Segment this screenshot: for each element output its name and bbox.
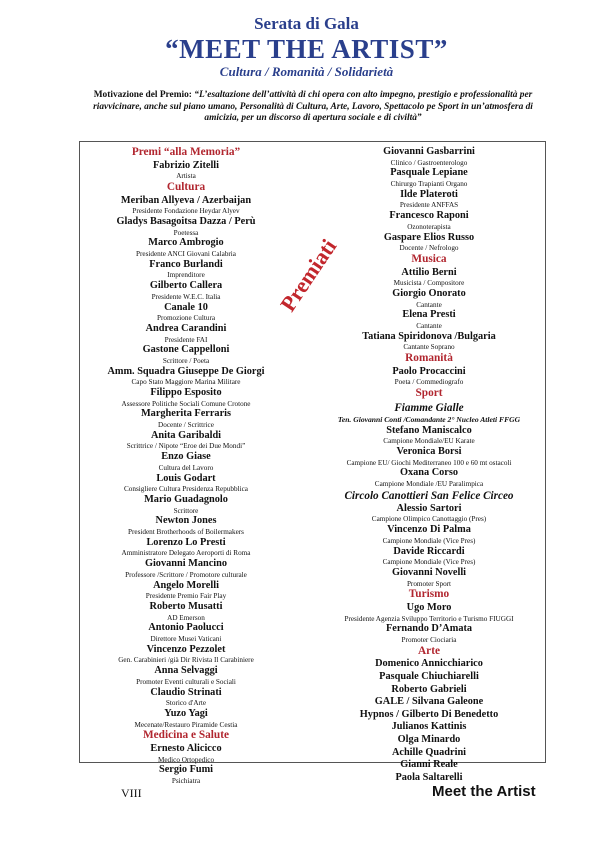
left-column [90,146,282,786]
awardee-role: Psichiatra [171,776,201,785]
awardee-name: Giovanni Gasbarrini [383,146,475,157]
awardee-role: Promoter Ciociaria [401,636,457,644]
motivation-text: “L’esaltazione dell’attività di chi opera con alto impegno, prestigio e professionalità per riavvicinare, anche sul piano umano, Personalità di Cultura, Arte, Lavoro, Spettacolo pe Sport in un’atmosfera di amicizia, per un discorso di apertura sociale e di civiltà” [93,90,533,123]
awardee-name: Franco Burlandi [149,258,223,270]
awardee-name: Elena Presti [402,309,456,321]
motivation-paragraph [88,90,538,125]
awardee-name: Tatiana Spiridonova /Bulgaria [362,330,496,342]
awardee-role: Direttore Musei Vaticani [150,634,222,643]
awardee-role: Presidente Premio Fair Play [145,592,227,601]
awardee-role: President Brotherhoods of Boilermakers [128,528,244,537]
awardee-name: Vincenzo Di Palma [387,524,471,536]
awardee-name: Stefano Maniscalco [386,424,472,436]
awardee-name: Roberto Gabrieli [391,683,467,695]
awardee-name: Sergio Fumi [158,764,214,776]
awardee-name: Marco Ambrogio [148,237,224,249]
awardee-name: Julianos Kattinis [391,721,467,733]
awardee-name: Amm. Squadra Giuseppe De Giorgi [107,365,265,377]
awardee-name: Gianni Reale [400,759,458,771]
awardee-role: Professore /Scrittore / Promotore culturale [125,570,247,579]
group-name: Circolo Canottieri San Felice Circeo [344,489,514,502]
awardee-name: Ugo Moro [406,602,452,614]
awardee-name: Giorgio Onorato [392,287,466,299]
awardee-name: Fabrizio Zitelli [152,159,220,171]
awardee-role: Campione Mondiale /EU Paralimpica [374,480,484,489]
awardee-name: Ilde Plateroti [400,188,458,200]
awardee-role: Capo Stato Maggiore Marina Militare [131,378,241,387]
event-subtitle: Serata di Gala [254,14,359,33]
awardee-role: Promoter Sport [406,579,452,588]
category-heading: Premi “alla Memoria” [131,146,241,158]
event-tagline: Cultura / Romanità / Solidarietà [219,64,394,79]
awardee-name: Davide Riccardi [393,545,465,557]
awardee-name: Yuzo Yagi [164,707,208,719]
awardee-role: Presidente Fondazione Heydar Alyev [132,207,240,216]
awardee-name: Domenico Annicchiarico [375,658,483,670]
awardee-name: Attilio Berni [401,266,457,278]
category-heading: Musica [411,252,447,265]
right-column [315,146,543,784]
awardee-role: Imprenditore [167,271,205,280]
awardee-role: Poetessa [173,228,199,237]
awardee-role: Assessore Politiche Sociali Comune Crotone [121,399,251,408]
category-heading: Cultura [166,180,206,193]
awardee-name: Antonio Paolucci [148,622,224,634]
awardee-name: Achille Quadrini [391,746,467,758]
category-heading: Turismo [408,588,450,601]
awardee-role: Campione Mondiale (Vice Pres) [382,536,476,545]
awardee-role: Campione Mondiale (Vice Pres) [382,558,476,567]
awardee-role: Cultura del Lavoro [158,463,214,472]
awardee-name: Vincenzo Pezzolet [146,643,226,655]
awardee-role: Scrittore / Poeta [162,356,210,365]
awardee-role: Chirurgo Trapianti Organo [390,179,468,188]
category-heading: Medicina e Salute [143,729,229,742]
awardee-role: AD Emerson [167,613,205,622]
awardee-role: Medico Ortopedico [157,755,215,764]
awardee-name: Alessio Sartori [396,502,462,514]
awardee-name: Pasquale Lepiane [390,167,468,179]
awardee-name: Gaspare Elios Russo [383,231,475,243]
premiati-side-label: Premiati [275,234,342,316]
awardee-name: Claudio Strinati [150,686,222,698]
awardee-name: Gastone Cappelloni [142,344,230,356]
awardee-name: Hypnos / Gilberto Di Benedetto [359,708,499,720]
awardee-name: GALE / Silvana Galeone [374,696,484,708]
awardee-name: Anna Selvaggi [154,665,218,677]
awardee-role: Clinico / Gastroenterologo [390,158,468,167]
awardee-name: Filippo Esposito [150,387,222,399]
awardee-role: Promozione Cultura [156,314,216,323]
awardee-name: Gladys Basagoitsa Dazza / Perù [116,215,256,227]
awardee-role: Amministratore Delegato Aeroporti di Roma [121,549,251,558]
category-heading: Sport [415,387,443,400]
awardee-role: Presidente ANCI Giovani Calabria [135,249,236,258]
page-number: VIII [121,786,142,800]
awardee-role: Cantante [416,300,442,309]
awardee-role: Promoter Eventi culturali e Sociali [136,677,236,686]
awardee-name: Enzo Giase [161,451,211,463]
awardee-role: Campione Mondiale/EU Karate [383,437,475,446]
footer-title: Meet the Artist [432,783,536,800]
awardee-role: Artista [176,172,196,181]
page-header [0,14,613,80]
awardee-name: Giovanni Novelli [391,567,467,579]
awardees-box [79,141,546,785]
awardee-name: Andrea Carandini [145,322,227,334]
awardee-name: Meriban Allyeva / Azerbaijan [120,194,252,206]
awardee-name: Oxana Corso [399,467,459,479]
awardee-name: Canale 10 [164,301,208,313]
awardee-name: Veronica Borsi [396,446,462,458]
awardee-role: Consigliere Cultura Presidenza Repubblica [124,485,248,494]
awardee-role: Gen. Carabinieri /già Dir Rivista Il Carabiniere [118,656,254,665]
motivation-label: Motivazione del Premio: [93,90,195,100]
awardee-role: Storico d'Arte [165,699,207,708]
awardee-name: Paolo Procaccini [392,365,466,377]
awardee-role: Scrittrice / Nipote “Eroe dei Due Mondi” [126,442,246,451]
awardee-name: Fernando D’Amata [385,623,473,635]
group-name: Fiamme Gialle [394,401,464,414]
group-subtitle: Ten. Giovanni Conti /Comandante 2° Nucleo Atleti FFGG [337,414,521,424]
awardee-name: Gilberto Callera [149,280,223,292]
awardee-name: Mario Guadagnolo [144,494,228,506]
awardee-role: Presidente Agenzia Sviluppo Territorio e Turismo FIUGGI [344,614,514,623]
awardee-role: Cantante Soprano [403,343,455,352]
awardee-name: Margherita Ferraris [140,408,232,420]
awardee-name: Newton Jones [155,515,217,527]
awardee-name: Roberto Musatti [149,601,223,612]
awardee-role: Cantante [416,321,442,330]
event-title: “MEET THE ARTIST” [165,34,448,64]
category-heading: Arte [418,644,440,657]
awardee-name: Anita Garibaldi [150,429,222,441]
awardee-name: Francesco Raponi [389,210,469,222]
awardee-name: Lorenzo Lo Presti [146,536,226,548]
awardee-role: Campione EU/ Giochi Mediterraneo 100 e 60 mt ostacoli [346,458,512,467]
awardee-role: Campione Olimpico Canottaggio (Pres) [371,515,487,524]
awardee-role: Presidente FAI [164,335,208,344]
awardee-role: Docente / Nefrologo [399,244,459,253]
awardee-name: Angelo Morelli [153,579,219,591]
awardee-name: Paola Saltarelli [395,771,463,783]
awardee-role: Scrittore [173,506,199,515]
awardee-role: Musicista / Compositore [393,279,465,288]
awardee-name: Giovanni Mancino [144,558,228,570]
awardee-role: Poeta / Commediografo [394,378,464,387]
awardee-role: Docente / Scrittrice [158,421,214,430]
awardee-name: Olga Minardo [397,733,461,745]
category-heading: Romanità [405,352,453,365]
awardee-role: Presidente ANFFAS [399,201,459,210]
awardee-name: Louis Godart [156,472,216,484]
awardee-role: Mecenate/Restauro Piramide Cestia [134,720,238,729]
awardee-role: Presidente W.E.C. Italia [151,292,221,301]
awardee-name: Pasquale Chiuchiarelli [379,670,479,682]
awardee-name: Ernesto Alicicco [150,742,222,754]
awardee-role: Ozonoterapista [407,222,451,231]
